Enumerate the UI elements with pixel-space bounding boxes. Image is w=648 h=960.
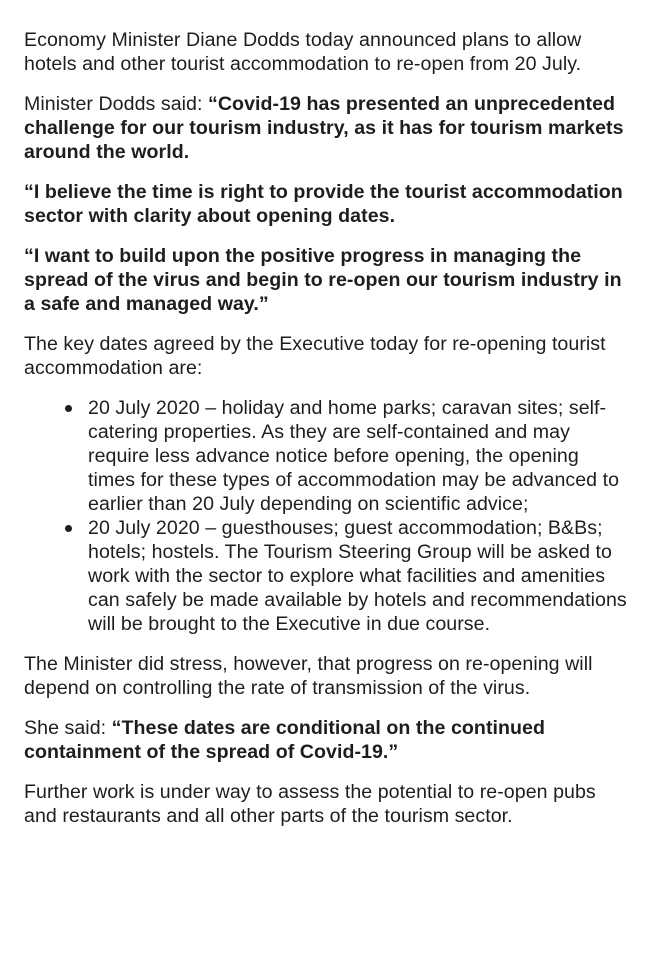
key-date-item-hotels: 20 July 2020 – guesthouses; guest accommodation; B&Bs; hotels; hostels. The Tourism Steering Group will be asked to work with the sector to explore what facilities and amenities can safely be made available by hotels and recommendations will be brought to the Executive in due course. — [88, 516, 629, 636]
key-date-item-parks: 20 July 2020 – holiday and home parks; caravan sites; self-catering properties. As they are self-contained and may require less advance notice before opening, the opening times for these types of accommodation may be advanced to earlier than 20 July depending on scientific advice; — [88, 396, 629, 516]
key-dates-list — [24, 396, 629, 636]
progress-quote-text: “I want to build upon the positive progress in managing the spread of the virus and begin to re-open our tourism industry in a safe and managed way.” — [24, 245, 622, 315]
intro-paragraph: Economy Minister Diane Dodds today announced plans to allow hotels and other tourist accommodation to re-open from 20 July. — [24, 29, 582, 75]
quote-attribution: Minister Dodds said: — [24, 93, 208, 115]
quote-attribution: She said: — [24, 717, 112, 739]
progress-quote-paragraph — [24, 244, 629, 316]
minister-quote-paragraph — [24, 92, 629, 164]
clarity-quote-paragraph — [24, 180, 629, 228]
further-work-paragraph: Further work is under way to assess the potential to re-open pubs and restaurants and all other parts of the tourism sector. — [24, 781, 596, 827]
minister-quote-text: “Covid-19 has presented an unprecedented challenge for our tourism industry, as it has for tourism markets around the world. — [24, 93, 624, 163]
clarity-quote-text: “I believe the time is right to provide the tourist accommodation sector with clarity about opening dates. — [24, 181, 623, 227]
key-dates-intro-paragraph: The key dates agreed by the Executive today for re-opening tourist accommodation are: — [24, 333, 606, 379]
stress-paragraph: The Minister did stress, however, that progress on re-opening will depend on controlling the rate of transmission of the virus. — [24, 653, 593, 699]
conditional-quote-text: “These dates are conditional on the continued containment of the spread of Covid-19.” — [24, 717, 546, 763]
conditional-quote-paragraph — [24, 716, 629, 764]
press-release-document — [24, 28, 629, 844]
